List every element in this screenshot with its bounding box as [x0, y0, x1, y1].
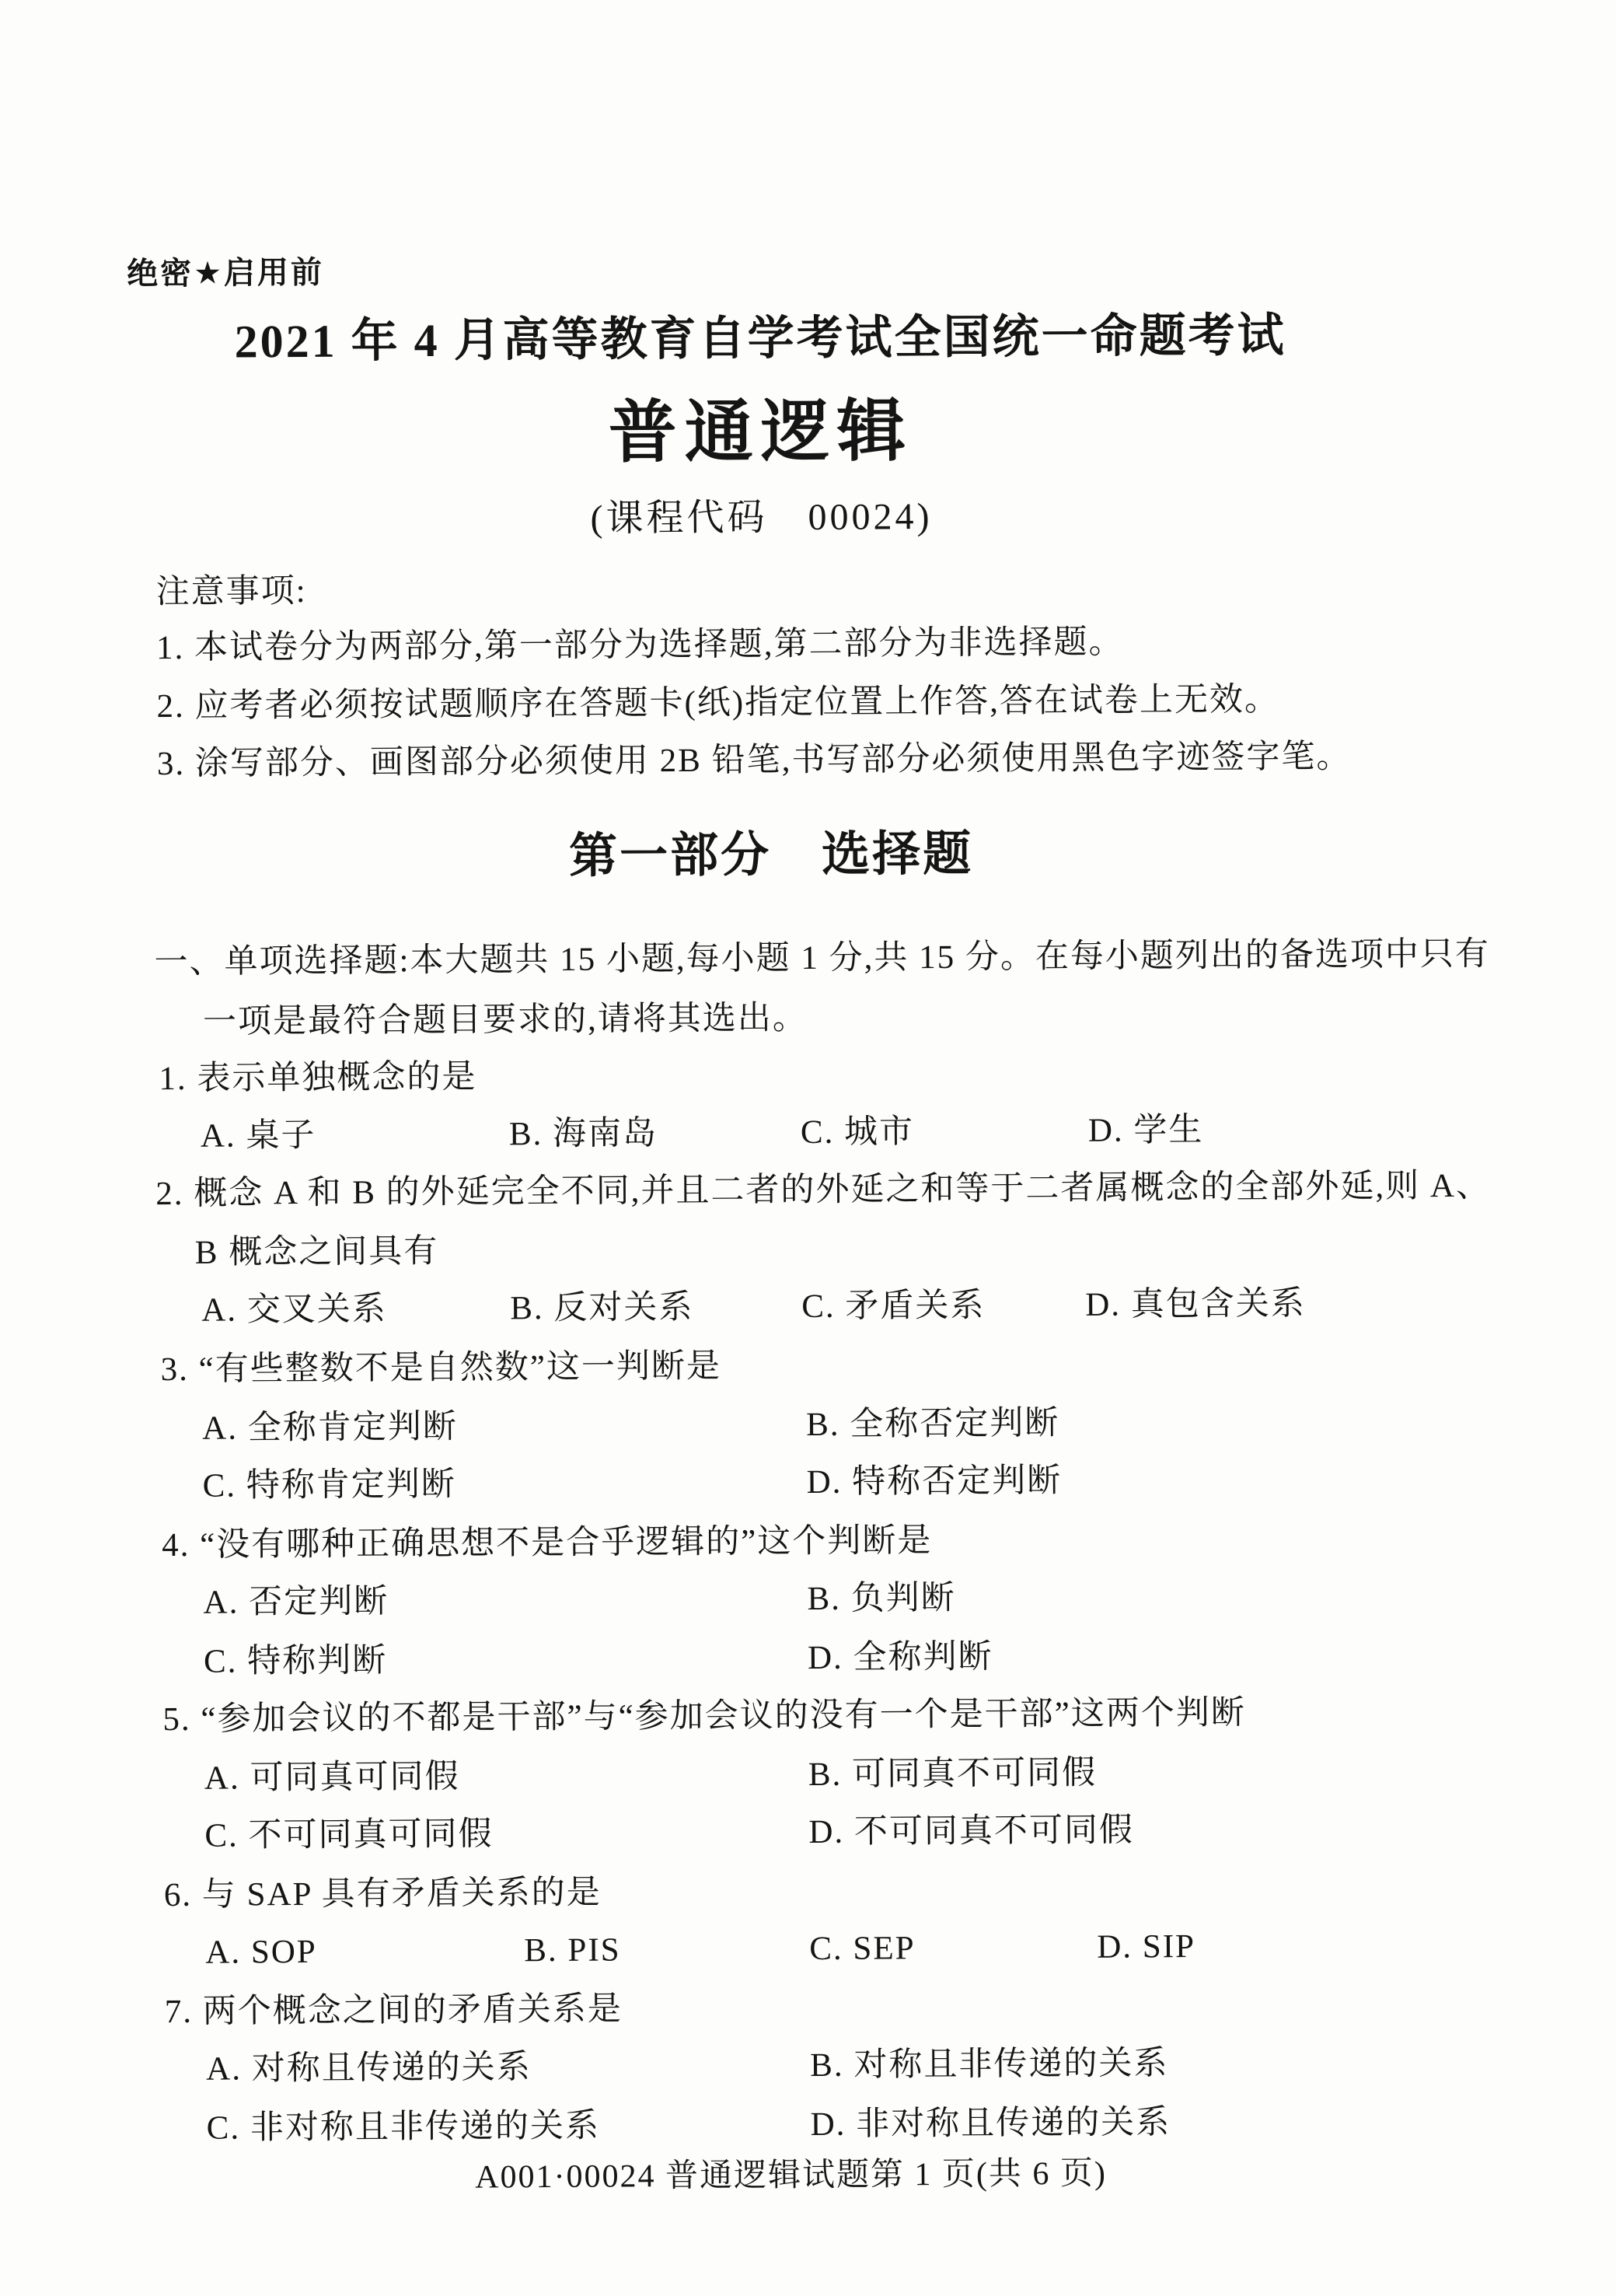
question-3-option-a: A. 全称肯定判断 — [202, 1408, 458, 1447]
question-7-option-b: B. 对称且非传递的关系 — [810, 2045, 1169, 2085]
question-3-options-row-1 — [2, 1400, 1616, 1447]
classification-banner: 绝密★启用前 — [126, 255, 325, 292]
question-3-option-d: D. 特称否定判断 — [806, 1463, 1063, 1501]
question-1-options — [0, 1107, 1616, 1155]
question-1-option-b: B. 海南岛 — [508, 1115, 658, 1153]
question-2-option-d: D. 真包含关系 — [1085, 1285, 1306, 1323]
exam-title: 2021 年 4 月高等教育自学考试全国统一命题考试 — [234, 309, 1286, 368]
question-2-stem-line-2: B 概念之间具有 — [194, 1232, 439, 1271]
subject-title: 普通逻辑 — [608, 394, 914, 472]
note-item-2: 2. 应考者必须按试题顺序在答题卡(纸)指定位置上作答,答在试卷上无效。 — [156, 681, 1280, 725]
question-4-option-a: A. 否定判断 — [203, 1583, 389, 1621]
question-5-option-a: A. 可同真可同假 — [204, 1758, 460, 1797]
question-2-option-b: B. 反对关系 — [510, 1288, 694, 1327]
question-7-option-c: C. 非对称且非传递的关系 — [206, 2107, 601, 2147]
question-7-option-a: A. 对称且传递的关系 — [206, 2049, 532, 2088]
page-footer: A001·00024 普通逻辑试题第 1 页(共 6 页) — [475, 2155, 1108, 2196]
question-4-option-b: B. 负判断 — [807, 1579, 956, 1618]
question-1-option-c: C. 城市 — [800, 1113, 915, 1151]
notes-heading: 注意事项: — [155, 572, 307, 611]
question-5-options-row-2 — [4, 1807, 1616, 1854]
question-6-options — [5, 1924, 1616, 1971]
question-3-options-row-2 — [2, 1457, 1616, 1504]
question-6-option-c: C. SEP — [809, 1930, 916, 1968]
question-6-option-d: D. SIP — [1097, 1927, 1196, 1966]
course-code: (课程代码 00024) — [590, 496, 933, 540]
question-6-option-a: A. SOP — [205, 1933, 317, 1971]
question-7-options-row-1 — [5, 2040, 1616, 2088]
question-4-option-c: C. 特称判断 — [203, 1642, 388, 1680]
question-2-option-c: C. 矛盾关系 — [801, 1287, 986, 1326]
question-1-option-a: A. 桌子 — [200, 1117, 316, 1155]
question-4-options-row-1 — [2, 1574, 1616, 1621]
question-5-option-d: D. 不可同真不可同假 — [808, 1812, 1135, 1851]
note-item-1: 1. 本试卷分为两部分,第一部分为选择题,第二部分为非选择题。 — [155, 624, 1124, 667]
question-7-option-d: D. 非对称且传递的关系 — [810, 2104, 1171, 2144]
question-1-stem: 1. 表示单独概念的是 — [159, 1058, 477, 1098]
question-3-option-c: C. 特称肯定判断 — [202, 1466, 456, 1504]
section-intro-line-2: 一项是最符合题目要求的,请将其选出。 — [202, 1000, 808, 1040]
question-2-option-a: A. 交叉关系 — [201, 1291, 387, 1329]
question-4-stem: 4. “没有哪种正确思想不是合乎逻辑的”这个判断是 — [161, 1522, 933, 1564]
note-item-3: 3. 涂写部分、画图部分必须使用 2B 铅笔,书写部分必须使用黑色字迹签字笔。 — [156, 738, 1352, 783]
question-6-option-b: B. PIS — [524, 1931, 621, 1969]
question-7-stem: 7. 两个概念之间的矛盾关系是 — [164, 1990, 623, 2031]
question-4-options-row-2 — [3, 1633, 1616, 1680]
question-4-option-d: D. 全称判断 — [807, 1638, 993, 1677]
question-1-option-d: D. 学生 — [1087, 1111, 1204, 1149]
question-3-stem: 3. “有些整数不是自然数”这一判断是 — [160, 1347, 722, 1389]
question-5-options-row-1 — [4, 1749, 1616, 1797]
question-5-stem: 5. “参加会议的不都是干部”与“参加会议的没有一个是干部”这两个判断 — [162, 1694, 1246, 1739]
question-7-options-row-2 — [6, 2099, 1616, 2147]
question-5-option-b: B. 可同真不可同假 — [808, 1754, 1098, 1794]
question-3-option-b: B. 全称否定判断 — [806, 1405, 1060, 1444]
question-6-stem: 6. 与 SAP 具有矛盾关系的是 — [163, 1874, 602, 1914]
question-2-stem-line-1: 2. 概念 A 和 B 的外延完全不同,并且二者的外延之和等于二者属概念的全部外延,则 A、 — [155, 1167, 1492, 1213]
question-5-option-c: C. 不可同真可同假 — [204, 1815, 494, 1854]
section-intro-line-1: 一、单项选择题:本大题共 15 小题,每小题 1 分,共 15 分。在每小题列出的备选项中只有 — [154, 935, 1491, 981]
question-2-options — [1, 1281, 1616, 1329]
section-heading: 第一部分 选择题 — [568, 827, 974, 883]
